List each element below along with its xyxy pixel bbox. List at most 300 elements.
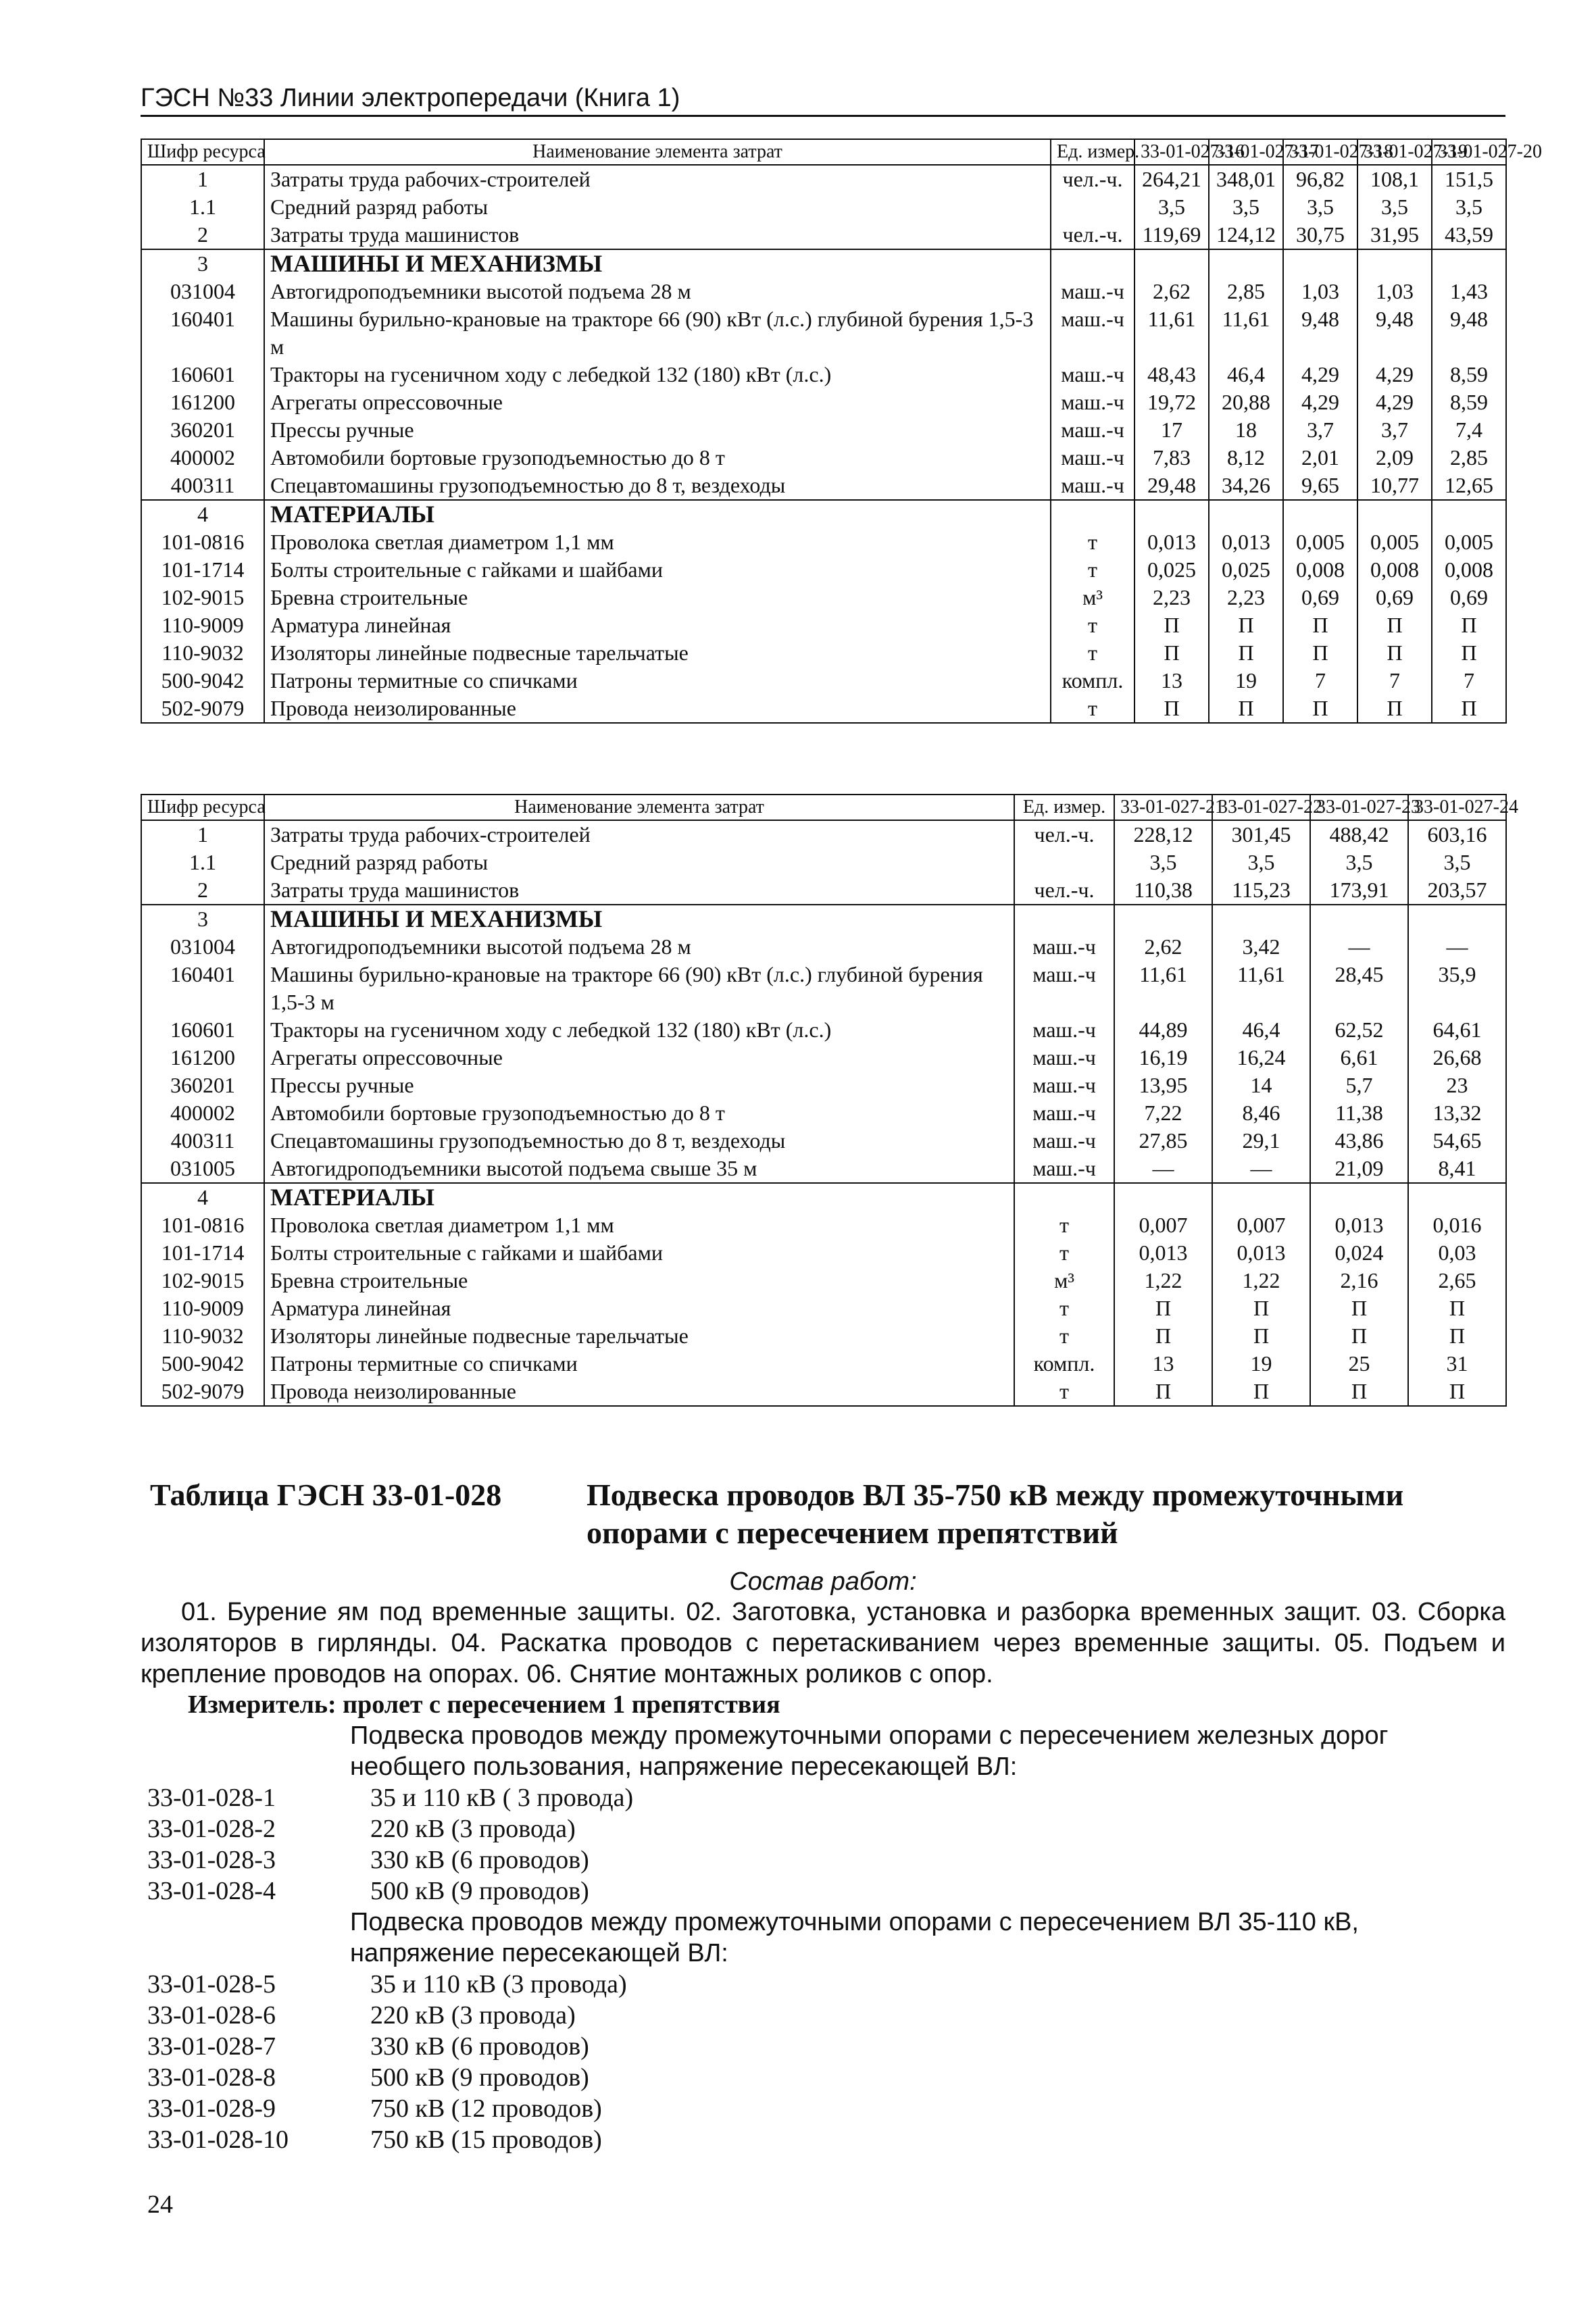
resource-code: 3: [141, 905, 264, 933]
value-cell: 3,5: [1114, 849, 1212, 876]
table-row: [141, 165, 1506, 193]
value-cell: П: [1134, 611, 1209, 639]
value-cell: 9,65: [1283, 472, 1357, 500]
value-cell: 13,95: [1114, 1072, 1212, 1099]
value-cell: 228,12: [1114, 820, 1212, 849]
unit-cell: чел.-ч.: [1051, 221, 1134, 249]
header-norm-code: 33-01-027-21: [1114, 795, 1212, 820]
unit-cell: чел.-ч.: [1051, 165, 1134, 193]
value-cell: 3,5: [1432, 193, 1506, 221]
value-cell: 603,16: [1408, 820, 1506, 849]
value-cell: П: [1283, 611, 1357, 639]
resource-code: 1: [141, 820, 264, 849]
value-cell: 151,5: [1432, 165, 1506, 193]
unit-cell: т: [1051, 695, 1134, 723]
unit-cell: [1014, 1183, 1114, 1211]
value-cell: [1134, 500, 1209, 528]
value-cell: 20,88: [1209, 388, 1283, 416]
value-cell: [1408, 1183, 1506, 1211]
value-cell: 4,29: [1357, 388, 1432, 416]
norm-code: 33-01-028-3: [147, 1846, 276, 1874]
value-cell: 0,69: [1283, 584, 1357, 611]
value-cell: 301,45: [1212, 820, 1310, 849]
resource-name: Автомобили бортовые грузоподъемностью до 8 т: [264, 1099, 1014, 1127]
value-cell: П: [1212, 1294, 1310, 1322]
value-cell: 35,9: [1408, 961, 1506, 1016]
resource-code: 101-0816: [141, 528, 264, 556]
section-title: МАТЕРИАЛЫ: [264, 500, 1051, 528]
value-cell: 348,01: [1209, 165, 1283, 193]
norm-item: [147, 1844, 589, 1876]
value-cell: П: [1310, 1378, 1408, 1406]
table-row: [141, 278, 1506, 305]
table-row: [141, 1155, 1506, 1183]
table-row: [141, 388, 1506, 416]
value-cell: 2,16: [1310, 1267, 1408, 1294]
value-cell: 30,75: [1283, 221, 1357, 249]
table-header-row: [141, 795, 1506, 820]
resource-code: 110-9032: [141, 1322, 264, 1350]
value-cell: 2,62: [1134, 278, 1209, 305]
resource-name: Изоляторы линейные подвесные тарельчатые: [264, 639, 1051, 667]
composition-label: Состав работ:: [729, 1567, 917, 1596]
value-cell: 14: [1212, 1072, 1310, 1099]
table-row: [141, 584, 1506, 611]
value-cell: [1357, 500, 1432, 528]
value-cell: 0,013: [1212, 1239, 1310, 1267]
resource-code: 502-9079: [141, 695, 264, 723]
resource-name: Автогидроподъемники высотой подъема 28 м: [264, 933, 1014, 961]
resource-code: 101-1714: [141, 556, 264, 584]
value-cell: 0,008: [1357, 556, 1432, 584]
table-title: Подвеска проводов ВЛ 35-750 кВ между промежуточными опорами с пересечением препятствий: [587, 1478, 1404, 1550]
value-cell: 8,41: [1408, 1155, 1506, 1183]
table-row: [141, 1072, 1506, 1099]
unit-cell: маш.-ч: [1051, 388, 1134, 416]
value-cell: 9,48: [1432, 305, 1506, 361]
resource-code: 160401: [141, 961, 264, 1016]
value-cell: [1209, 500, 1283, 528]
resource-name: Затраты труда машинистов: [264, 221, 1051, 249]
value-cell: 25: [1310, 1350, 1408, 1378]
resource-code: 031005: [141, 1155, 264, 1183]
resource-name: Арматура линейная: [264, 611, 1051, 639]
value-cell: [1408, 905, 1506, 933]
resource-code: 400311: [141, 1127, 264, 1155]
value-cell: 0,005: [1357, 528, 1432, 556]
resource-code: 3: [141, 249, 264, 278]
value-cell: 0,013: [1134, 528, 1209, 556]
table-row: [141, 1239, 1506, 1267]
value-cell: 31,95: [1357, 221, 1432, 249]
resource-code: 2: [141, 876, 264, 905]
value-cell: 34,26: [1209, 472, 1283, 500]
value-cell: [1212, 1183, 1310, 1211]
resource-name: Затраты труда рабочих-строителей: [264, 820, 1014, 849]
table-row: [141, 1016, 1506, 1044]
table-row: [141, 849, 1506, 876]
table-row: [141, 472, 1506, 500]
table-row: [141, 416, 1506, 444]
resource-name: Проволока светлая диаметром 1,1 мм: [264, 1211, 1014, 1239]
value-cell: 13,32: [1408, 1099, 1506, 1127]
unit-cell: [1051, 193, 1134, 221]
resource-code: 101-0816: [141, 1211, 264, 1239]
value-cell: 8,59: [1432, 388, 1506, 416]
resource-name: Болты строительные с гайками и шайбами: [264, 556, 1051, 584]
value-cell: П: [1209, 611, 1283, 639]
resource-name: Изоляторы линейные подвесные тарельчатые: [264, 1322, 1014, 1350]
value-cell: П: [1310, 1322, 1408, 1350]
value-cell: П: [1209, 639, 1283, 667]
header-norm-code: 33-01-027-18: [1283, 139, 1357, 165]
resource-code: 500-9042: [141, 667, 264, 695]
value-cell: 43,86: [1310, 1127, 1408, 1155]
value-cell: 2,09: [1357, 444, 1432, 472]
value-cell: П: [1114, 1378, 1212, 1406]
norm-description: 220 кВ (3 провода): [370, 1815, 576, 1843]
value-cell: 0,69: [1357, 584, 1432, 611]
value-cell: 488,42: [1310, 820, 1408, 849]
value-cell: 9,48: [1357, 305, 1432, 361]
value-cell: 3,5: [1357, 193, 1432, 221]
table-row: [141, 1044, 1506, 1072]
value-cell: 0,03: [1408, 1239, 1506, 1267]
value-cell: [1283, 249, 1357, 278]
value-cell: 1,22: [1114, 1267, 1212, 1294]
value-cell: 7,83: [1134, 444, 1209, 472]
resource-code: 161200: [141, 1044, 264, 1072]
table-row: [141, 1267, 1506, 1294]
value-cell: 17: [1134, 416, 1209, 444]
value-cell: 2,85: [1209, 278, 1283, 305]
value-cell: —: [1212, 1155, 1310, 1183]
value-cell: [1432, 249, 1506, 278]
header-unit: Ед. измер.: [1051, 139, 1134, 165]
value-cell: [1357, 249, 1432, 278]
resource-table-2: [141, 794, 1518, 1407]
value-cell: 3,5: [1209, 193, 1283, 221]
value-cell: 8,12: [1209, 444, 1283, 472]
unit-cell: [1014, 849, 1114, 876]
header-name: Наименование элемента затрат: [264, 795, 1014, 820]
works-text: 01. Бурение ям под временные защиты. 02. Заготовка, установка и разборка временных защит. 03. Сборка изоляторов в гирлянды. 04. Раскатка проводов с перетаскиванием через временные защиты. 05. Подъем и крепление проводов на опорах. 06. Снятие монтажных роликов с опор.: [141, 1598, 1505, 1688]
unit-cell: т: [1051, 556, 1134, 584]
norm-description: 35 и 110 кВ ( 3 провода): [370, 1784, 634, 1812]
value-cell: П: [1134, 639, 1209, 667]
value-cell: —: [1408, 933, 1506, 961]
value-cell: 0,008: [1283, 556, 1357, 584]
unit-cell: т: [1051, 611, 1134, 639]
unit-cell: м³: [1014, 1267, 1114, 1294]
value-cell: 29,48: [1134, 472, 1209, 500]
unit-cell: маш.-ч: [1014, 1127, 1114, 1155]
table-row: [141, 1322, 1506, 1350]
resource-code: 031004: [141, 278, 264, 305]
value-cell: 46,4: [1209, 361, 1283, 388]
norm-code: 33-01-028-6: [147, 2001, 276, 2030]
value-cell: 64,61: [1408, 1016, 1506, 1044]
table-row: [141, 1127, 1506, 1155]
value-cell: 173,91: [1310, 876, 1408, 905]
value-cell: 3,5: [1134, 193, 1209, 221]
resource-name: Бревна строительные: [264, 584, 1051, 611]
value-cell: 0,013: [1209, 528, 1283, 556]
table-row: [141, 876, 1506, 905]
resource-code: 4: [141, 500, 264, 528]
page-number: 24: [147, 2190, 173, 2219]
norm-item: [147, 2062, 589, 2093]
value-cell: 16,24: [1212, 1044, 1310, 1072]
norm-code: 33-01-028-4: [147, 1877, 276, 1905]
value-cell: П: [1357, 695, 1432, 723]
value-cell: П: [1114, 1294, 1212, 1322]
value-cell: 1,03: [1357, 278, 1432, 305]
unit-cell: маш.-ч: [1014, 1016, 1114, 1044]
value-cell: 43,59: [1432, 221, 1506, 249]
norm-item: [147, 2000, 576, 2031]
value-cell: [1310, 1183, 1408, 1211]
value-cell: 19: [1209, 667, 1283, 695]
value-cell: 2,62: [1114, 933, 1212, 961]
value-cell: 13: [1114, 1350, 1212, 1378]
resource-name: Спецавтомашины грузоподъемностью до 8 т, вездеходы: [264, 1127, 1014, 1155]
resource-code: 160601: [141, 361, 264, 388]
resource-code: 031004: [141, 933, 264, 961]
header-norm-code: 33-01-027-16: [1134, 139, 1209, 165]
value-cell: 96,82: [1283, 165, 1357, 193]
value-cell: 0,013: [1114, 1239, 1212, 1267]
value-cell: 8,59: [1432, 361, 1506, 388]
table-header-row: [141, 139, 1506, 165]
unit-cell: т: [1051, 639, 1134, 667]
value-cell: [1114, 905, 1212, 933]
unit-cell: маш.-ч: [1014, 933, 1114, 961]
value-cell: 0,005: [1283, 528, 1357, 556]
resource-name: Затраты труда рабочих-строителей: [264, 165, 1051, 193]
value-cell: 2,65: [1408, 1267, 1506, 1294]
norm-description: 330 кВ (6 проводов): [370, 2032, 589, 2061]
norm-item: [147, 2124, 602, 2155]
value-cell: 16,19: [1114, 1044, 1212, 1072]
value-cell: 110,38: [1114, 876, 1212, 905]
value-cell: —: [1310, 933, 1408, 961]
table-row: [141, 1211, 1506, 1239]
value-cell: П: [1408, 1294, 1506, 1322]
resource-code: 110-9032: [141, 639, 264, 667]
unit-cell: маш.-ч: [1014, 1155, 1114, 1183]
table-row: [141, 820, 1506, 849]
norm-description: 330 кВ (6 проводов): [370, 1846, 589, 1874]
value-cell: [1114, 1183, 1212, 1211]
resource-name: Спецавтомашины грузоподъемностью до 8 т, вездеходы: [264, 472, 1051, 500]
table-row: [141, 444, 1506, 472]
unit-cell: т: [1014, 1322, 1114, 1350]
table-row: [141, 905, 1506, 933]
value-cell: 4,29: [1357, 361, 1432, 388]
resource-code: 102-9015: [141, 1267, 264, 1294]
value-cell: [1283, 500, 1357, 528]
resource-name: Бревна строительные: [264, 1267, 1014, 1294]
table-row: [141, 1378, 1506, 1406]
norm-code: 33-01-028-10: [147, 2126, 289, 2154]
norm-description: 500 кВ (9 проводов): [370, 2063, 589, 2092]
resource-name: Тракторы на гусеничном ходу с лебедкой 132 (180) кВт (л.с.): [264, 1016, 1014, 1044]
resource-name: Автогидроподъемники высотой подъема свыше 35 м: [264, 1155, 1014, 1183]
header-norm-code: 33-01-027-24: [1408, 795, 1506, 820]
value-cell: П: [1212, 1378, 1310, 1406]
unit-cell: компл.: [1014, 1350, 1114, 1378]
value-cell: 0,016: [1408, 1211, 1506, 1239]
value-cell: 9,48: [1283, 305, 1357, 361]
norm-description: 500 кВ (9 проводов): [370, 1877, 589, 1905]
table-row: [141, 221, 1506, 249]
value-cell: 7,4: [1432, 416, 1506, 444]
value-cell: 2,23: [1134, 584, 1209, 611]
unit-cell: [1051, 500, 1134, 528]
table-row: [141, 667, 1506, 695]
group-2-description: Подвеска проводов между промежуточными опорами с пересечением ВЛ 35-110 кВ, напряжение пересекающей ВЛ:: [350, 1908, 1359, 1967]
header-norm-code: 33-01-027-17: [1209, 139, 1283, 165]
value-cell: 3,5: [1283, 193, 1357, 221]
norm-item: [147, 1876, 589, 1907]
resource-code: 1.1: [141, 849, 264, 876]
unit-cell: маш.-ч: [1051, 278, 1134, 305]
norm-description: 35 и 110 кВ (3 провода): [370, 1970, 627, 1998]
resource-code: 4: [141, 1183, 264, 1211]
resource-code: 161200: [141, 388, 264, 416]
value-cell: 2,01: [1283, 444, 1357, 472]
value-cell: 13: [1134, 667, 1209, 695]
value-cell: 31: [1408, 1350, 1506, 1378]
unit-cell: маш.-ч: [1051, 444, 1134, 472]
resource-name: Прессы ручные: [264, 1072, 1014, 1099]
value-cell: 18: [1209, 416, 1283, 444]
norm-description: 220 кВ (3 провода): [370, 2001, 576, 2030]
value-cell: [1212, 905, 1310, 933]
meter-line: Измеритель: пролет с пересечением 1 препятствия: [188, 1690, 780, 1719]
value-cell: 19,72: [1134, 388, 1209, 416]
value-cell: П: [1408, 1322, 1506, 1350]
value-cell: 23: [1408, 1072, 1506, 1099]
unit-cell: маш.-ч: [1014, 1099, 1114, 1127]
value-cell: 1,03: [1283, 278, 1357, 305]
header-norm-code: 33-01-027-23: [1310, 795, 1408, 820]
value-cell: 10,77: [1357, 472, 1432, 500]
value-cell: 0,007: [1212, 1211, 1310, 1239]
value-cell: 3,5: [1310, 849, 1408, 876]
value-cell: 26,68: [1408, 1044, 1506, 1072]
unit-cell: чел.-ч.: [1014, 876, 1114, 905]
unit-cell: т: [1014, 1239, 1114, 1267]
value-cell: 0,024: [1310, 1239, 1408, 1267]
table-row: [141, 961, 1506, 1016]
norm-code: 33-01-028-5: [147, 1970, 276, 1998]
unit-cell: маш.-ч: [1051, 305, 1134, 361]
resource-name: Агрегаты опрессовочные: [264, 1044, 1014, 1072]
header-name: Наименование элемента затрат: [264, 139, 1051, 165]
value-cell: 29,1: [1212, 1127, 1310, 1155]
value-cell: 19: [1212, 1350, 1310, 1378]
value-cell: 0,005: [1432, 528, 1506, 556]
unit-cell: т: [1051, 528, 1134, 556]
value-cell: 21,09: [1310, 1155, 1408, 1183]
resource-code: 500-9042: [141, 1350, 264, 1378]
resource-name: Патроны термитные со спичками: [264, 1350, 1014, 1378]
section-title: МАШИНЫ И МЕХАНИЗМЫ: [264, 249, 1051, 278]
table-row: [141, 639, 1506, 667]
table-row: [141, 933, 1506, 961]
value-cell: П: [1209, 695, 1283, 723]
value-cell: П: [1408, 1378, 1506, 1406]
value-cell: 8,46: [1212, 1099, 1310, 1127]
table-row: [141, 1183, 1506, 1211]
resource-name: Машины бурильно-крановые на тракторе 66 (90) кВт (л.с.) глубиной бурения 1,5-3 м: [264, 961, 1014, 1016]
value-cell: 264,21: [1134, 165, 1209, 193]
resource-code: 400002: [141, 444, 264, 472]
value-cell: 7,22: [1114, 1099, 1212, 1127]
unit-cell: т: [1014, 1211, 1114, 1239]
norm-code: 33-01-028-9: [147, 2094, 276, 2123]
resource-name: Прессы ручные: [264, 416, 1051, 444]
value-cell: П: [1432, 611, 1506, 639]
norm-item: [147, 2031, 589, 2062]
value-cell: 3,42: [1212, 933, 1310, 961]
value-cell: 4,29: [1283, 388, 1357, 416]
resource-name: Средний разряд работы: [264, 849, 1014, 876]
value-cell: 7: [1357, 667, 1432, 695]
table-row: [141, 361, 1506, 388]
norm-code: 33-01-028-8: [147, 2063, 276, 2092]
resource-code: 110-9009: [141, 1294, 264, 1322]
resource-name: Средний разряд работы: [264, 193, 1051, 221]
value-cell: 115,23: [1212, 876, 1310, 905]
resource-code: 1.1: [141, 193, 264, 221]
section-title: МАШИНЫ И МЕХАНИЗМЫ: [264, 905, 1014, 933]
value-cell: 27,85: [1114, 1127, 1212, 1155]
value-cell: 7: [1283, 667, 1357, 695]
value-cell: П: [1283, 695, 1357, 723]
resource-name: Провода неизолированные: [264, 695, 1051, 723]
norm-description: 750 кВ (12 проводов): [370, 2094, 602, 2123]
unit-cell: чел.-ч.: [1014, 820, 1114, 849]
resource-code: 110-9009: [141, 611, 264, 639]
unit-cell: маш.-ч: [1051, 361, 1134, 388]
value-cell: 1,43: [1432, 278, 1506, 305]
norm-code: 33-01-028-2: [147, 1815, 276, 1843]
value-cell: 0,025: [1209, 556, 1283, 584]
value-cell: 6,61: [1310, 1044, 1408, 1072]
header-code: Шифр ресурса: [141, 139, 264, 165]
value-cell: 3,5: [1212, 849, 1310, 876]
resource-code: 360201: [141, 1072, 264, 1099]
resource-name: Проволока светлая диаметром 1,1 мм: [264, 528, 1051, 556]
table-row: [141, 500, 1506, 528]
resource-name: Автомобили бортовые грузоподъемностью до 8 т: [264, 444, 1051, 472]
resource-code: 360201: [141, 416, 264, 444]
value-cell: 54,65: [1408, 1127, 1506, 1155]
header-unit: Ед. измер.: [1014, 795, 1114, 820]
table-row: [141, 1294, 1506, 1322]
unit-cell: т: [1014, 1294, 1114, 1322]
resource-name: Болты строительные с гайками и шайбами: [264, 1239, 1014, 1267]
header-norm-code: 33-01-027-22: [1212, 795, 1310, 820]
value-cell: 203,57: [1408, 876, 1506, 905]
value-cell: 124,12: [1209, 221, 1283, 249]
unit-cell: маш.-ч: [1014, 961, 1114, 1016]
value-cell: 0,013: [1310, 1211, 1408, 1239]
resource-code: 502-9079: [141, 1378, 264, 1406]
